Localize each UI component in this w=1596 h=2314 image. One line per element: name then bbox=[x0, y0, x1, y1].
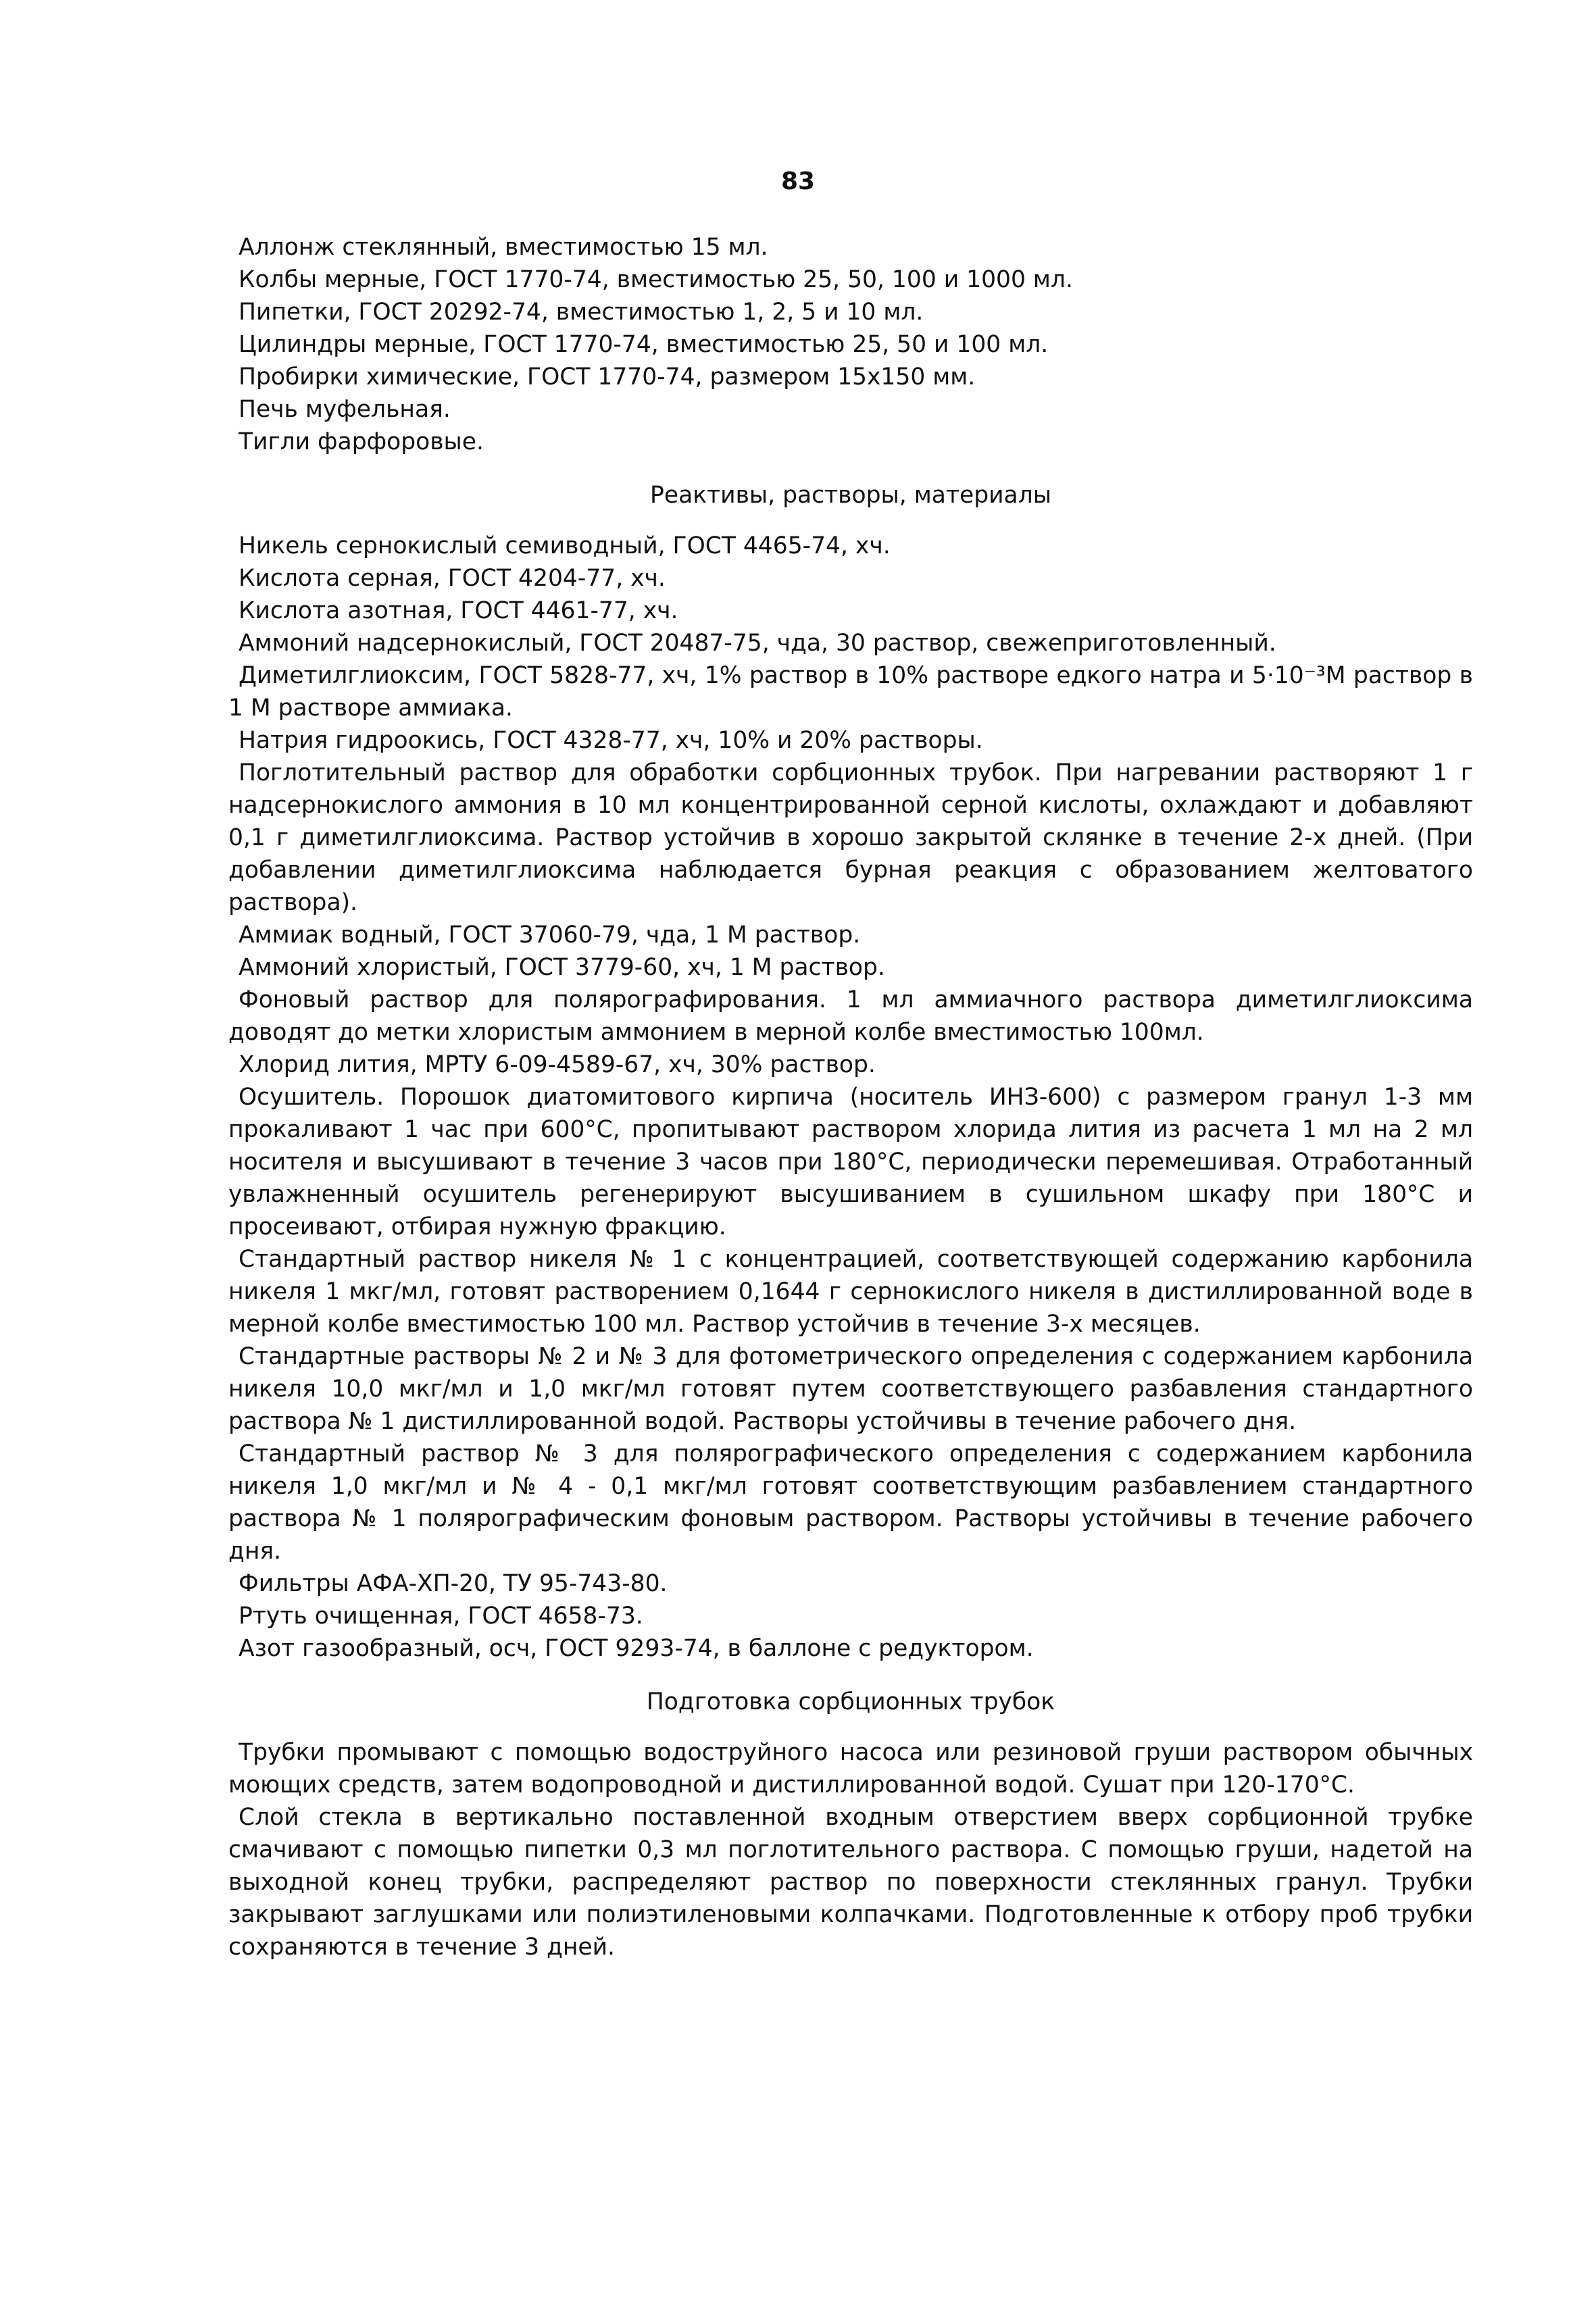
reagent-item: Ртуть очищенная, ГОСТ 4658-73. bbox=[239, 1603, 643, 1630]
section-heading-tubes: Подготовка сорбционных трубок bbox=[646, 1688, 1055, 1715]
tubes-paragraph: Слой стекла в вертикально поставленной входным отверстием вверх сорбционной трубке смачивают с помощью пипетки 0,3 мл поглотительного раствора. С помощью груши, надетой на выходной конец трубки, распределяют раствор по поверхности стеклянных гранул. Трубки закрывают заглушками или полиэтиленовыми колпачками. Подготовленные к отбору проб трубки сохраняются в течение 3 дней. bbox=[228, 1804, 1473, 1961]
reagent-item: Диметилглиоксим, ГОСТ 5828-77, хч, 1% раствор в 10% растворе едкого натра и 5·10⁻³М раствор в 1 М растворе аммиака. bbox=[228, 662, 1473, 722]
reagent-paragraph: Фоновый раствор для полярографирования. 1 мл аммиачного раствора диметилглиоксима доводят до метки хлористым аммонием в мерной колбе вместимостью 100мл. bbox=[228, 986, 1473, 1046]
page-body bbox=[228, 231, 1473, 1963]
reagent-paragraph: Стандартные растворы № 2 и № 3 для фотометрического определения с содержанием карбонила никеля 10,0 мкг/мл и 1,0 мкг/мл готовят путем соответствующего разбавления стандартного раствора № 1 дистиллированной водой. Растворы устойчивы в течение рабочего дня. bbox=[228, 1343, 1473, 1435]
equipment-item: Печь муфельная. bbox=[239, 396, 451, 423]
section-heading-reagents: Реактивы, растворы, материалы bbox=[650, 482, 1051, 509]
equipment-list bbox=[228, 231, 1473, 458]
reagent-paragraph: Стандартный раствор № 3 для полярографического определения с содержанием карбонила никеля 1,0 мкг/мл и № 4 - 0,1 мкг/мл готовят соответствующим разбавлением стандартного раствора № 1 полярографическим фоновым раствором. Растворы устойчивы в течение рабочего дня. bbox=[228, 1440, 1473, 1565]
reagents-list bbox=[228, 530, 1473, 1665]
reagent-item: Натрия гидроокись, ГОСТ 4328-77, хч, 10% и 20% растворы. bbox=[239, 727, 983, 754]
equipment-item: Пипетки, ГОСТ 20292-74, вместимостью 1, 2, 5 и 10 мл. bbox=[239, 299, 924, 326]
reagent-item: Никель сернокислый семиводный, ГОСТ 4465-74, хч. bbox=[239, 532, 891, 559]
tubes-text bbox=[228, 1736, 1473, 1963]
reagent-paragraph: Поглотительный раствор для обработки сорбционных трубок. При нагревании растворяют 1 г надсернокислого аммония в 10 мл концентрированной серной кислоты, охлаждают и добавляют 0,1 г диметилглиоксима. Раствор устойчив в хорошо закрытой склянке в течение 2-х дней. (При добавлении диметилглиоксима наблюдается бурная реакция с образованием желтоватого раствора). bbox=[228, 759, 1473, 916]
reagent-item: Кислота азотная, ГОСТ 4461-77, хч. bbox=[239, 597, 678, 624]
reagent-item: Азот газообразный, осч, ГОСТ 9293-74, в баллоне с редуктором. bbox=[239, 1635, 1034, 1662]
equipment-item: Колбы мерные, ГОСТ 1770-74, вместимостью 25, 50, 100 и 1000 мл. bbox=[239, 266, 1073, 293]
reagent-item: Хлорид лития, МРТУ 6-09-4589-67, хч, 30% раствор. bbox=[239, 1051, 876, 1078]
reagent-item: Аммоний хлористый, ГОСТ 3779-60, хч, 1 М раствор. bbox=[239, 954, 885, 981]
reagent-item: Аммоний надсернокислый, ГОСТ 20487-75, чда, 30 раствор, свежеприготовленный. bbox=[239, 630, 1276, 657]
equipment-item: Аллонж стеклянный, вместимостью 15 мл. bbox=[239, 234, 768, 261]
equipment-item: Пробирки химические, ГОСТ 1770-74, размером 15х150 мм. bbox=[239, 363, 976, 391]
reagent-item: Кислота серная, ГОСТ 4204-77, хч. bbox=[239, 565, 666, 592]
equipment-item: Цилиндры мерные, ГОСТ 1770-74, вместимостью 25, 50 и 100 мл. bbox=[239, 331, 1049, 358]
reagent-paragraph: Стандартный раствор никеля № 1 с концентрацией, соответствующей содержанию карбонила никеля 1 мкг/мл, готовят растворением 0,1644 г сернокислого никеля в дистиллированной воде в мерной колбе вместимостью 100 мл. Раствор устойчив в течение 3-х месяцев. bbox=[228, 1246, 1473, 1338]
reagent-paragraph: Осушитель. Порошок диатомитового кирпича (носитель ИНЗ-600) с размером гранул 1-3 мм прокаливают 1 час при 600°С, пропитывают раствором хлорида лития из расчета 1 мл на 2 мл носителя и высушивают в течение 3 часов при 180°С, периодически перемешивая. Отработанный увлажненный осушитель регенерируют высушиванием в сушильном шкафу при 180°С и просеивают, отбирая нужную фракцию. bbox=[228, 1084, 1473, 1240]
equipment-item: Тигли фарфоровые. bbox=[239, 428, 484, 455]
reagent-item: Фильтры АФА-ХП-20, ТУ 95-743-80. bbox=[239, 1570, 668, 1597]
reagent-item: Аммиак водный, ГОСТ 37060-79, чда, 1 М раствор. bbox=[239, 922, 861, 949]
page-number: 83 bbox=[780, 168, 816, 195]
tubes-paragraph: Трубки промывают с помощью водоструйного насоса или резиновой груши раствором обычных моющих средств, затем водопроводной и дистиллированной водой. Сушат при 120-170°С. bbox=[228, 1739, 1473, 1799]
